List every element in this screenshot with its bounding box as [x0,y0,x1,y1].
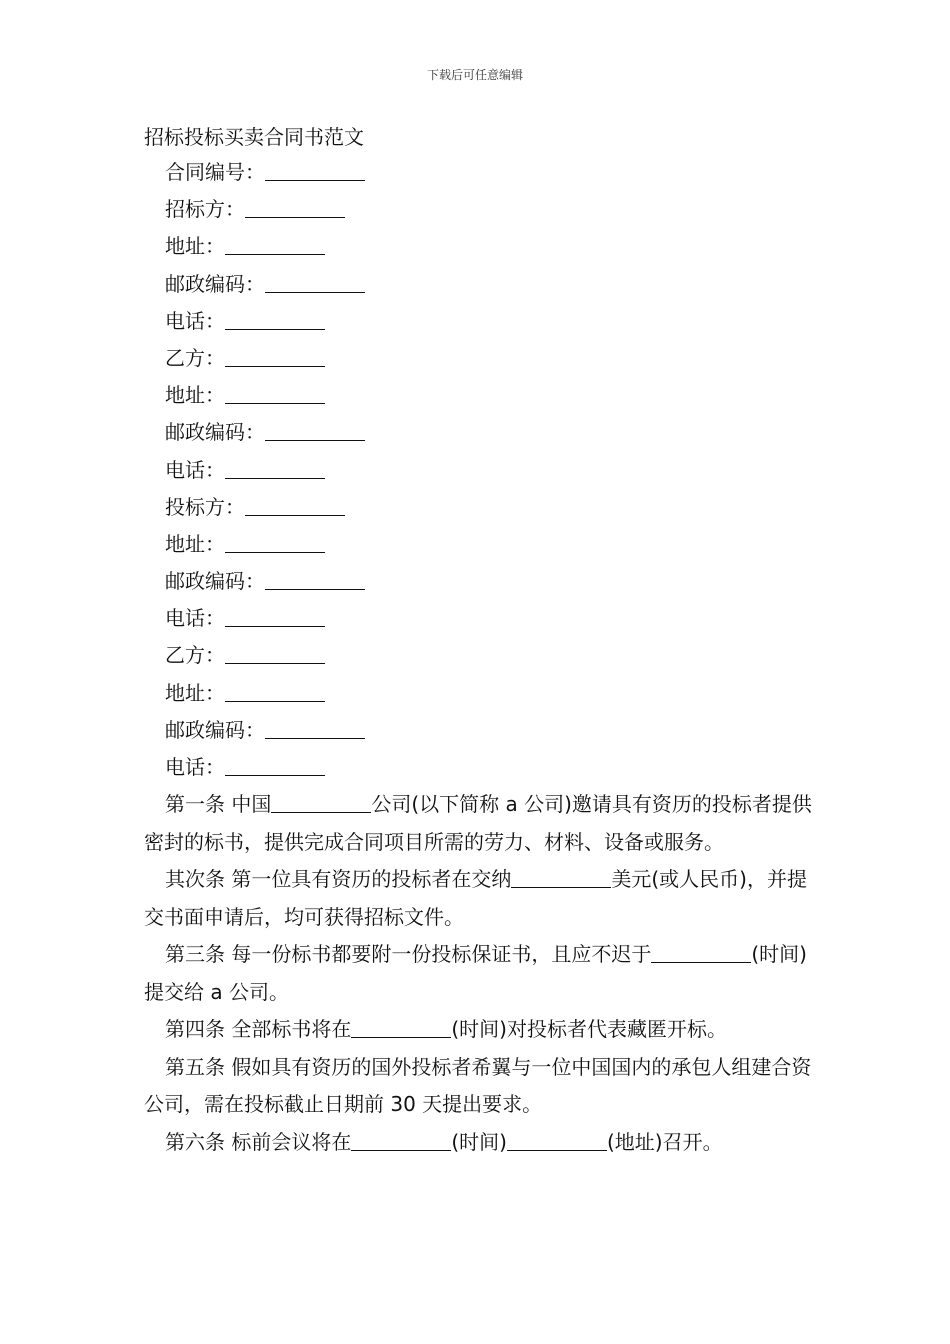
fill-in-blank[interactable] [225,641,325,664]
contract-article [144,1049,816,1124]
field-label: 乙方： [165,345,225,370]
article-text: 第五条 假如具有资历的国外投标者希翼与一位中国国内的承包人组建合资公司，需在投标截止日期前 30 天提出要求。 [144,1054,812,1116]
article-text: 其次条 第一位具有资历的投标者在交纳 [165,867,512,891]
contract-field-list [165,156,365,788]
fill-in-blank[interactable] [225,307,325,330]
field-label: 电话： [165,308,225,333]
article-text: 第一条 中国 [165,792,272,816]
article-text: 第三条 每一份标书都要附一份投标保证书，且应不迟于 [165,942,652,966]
contract-field [165,491,365,528]
contract-field [165,416,365,453]
article-text: (时间)提交给 a 公司。 [144,942,807,1004]
article-text: 美元(或人民币)，并提交书面申请后，均可获得招标文件。 [144,867,807,929]
fill-in-blank[interactable] [351,1128,451,1151]
field-label: 邮政编码： [165,717,265,742]
fill-in-blank[interactable] [651,940,751,963]
contract-field [165,714,365,751]
contract-field [165,528,365,565]
contract-article [144,936,816,1011]
contract-field [165,156,365,193]
contract-articles [144,786,816,1161]
field-label: 电话： [165,457,225,482]
field-label: 乙方： [165,643,225,668]
fill-in-blank[interactable] [265,270,365,293]
contract-field [165,268,365,305]
article-text: (时间)对投标者代表藏匿开标。 [451,1017,727,1041]
contract-field [165,677,365,714]
contract-field [165,305,365,342]
field-label: 邮政编码： [165,271,265,296]
field-label: 地址： [165,531,225,556]
field-label: 电话： [165,606,225,631]
article-text: 公司(以下简称 a 公司)邀请具有资历的投标者提供密封的标书，提供完成合同项目所需的劳力、材料、设备或服务。 [144,792,812,854]
fill-in-blank[interactable] [271,790,371,813]
fill-in-blank[interactable] [225,381,325,404]
fill-in-blank[interactable] [225,344,325,367]
contract-field [165,751,365,788]
field-label: 地址： [165,680,225,705]
document-title: 招标投标买卖合同书范文 [144,125,364,149]
fill-in-blank[interactable] [225,232,325,255]
contract-field [165,342,365,379]
contract-field [165,379,365,416]
field-label: 邮政编码： [165,420,265,445]
field-label: 投标方： [165,494,245,519]
contract-article [144,861,816,936]
contract-field [165,193,365,230]
field-label: 合同编号： [165,160,265,184]
fill-in-blank[interactable] [511,865,611,888]
fill-in-blank[interactable] [225,604,325,627]
contract-article [144,1124,816,1162]
fill-in-blank[interactable] [265,716,365,739]
contract-field [165,230,365,267]
article-text: 第六条 标前会议将在 [165,1129,352,1154]
contract-article [144,1011,816,1049]
fill-in-blank[interactable] [265,567,365,590]
field-label: 电话： [165,755,225,779]
contract-field [165,454,365,491]
fill-in-blank[interactable] [225,456,325,479]
contract-field [165,565,365,602]
fill-in-blank[interactable] [265,418,365,441]
fill-in-blank[interactable] [265,158,365,181]
field-label: 地址： [165,234,225,259]
field-label: 地址： [165,383,225,408]
fill-in-blank[interactable] [225,679,325,702]
field-label: 邮政编码： [165,569,265,594]
article-text: (时间) [451,1129,507,1154]
fill-in-blank[interactable] [245,493,345,516]
article-text: (地址)召开。 [606,1129,723,1154]
header-note: 下载后可任意编辑 [426,68,523,82]
fill-in-blank[interactable] [225,530,325,553]
fill-in-blank[interactable] [225,753,325,776]
contract-field [165,602,365,639]
contract-field [165,639,365,676]
contract-article [144,786,816,861]
fill-in-blank[interactable] [507,1128,607,1151]
article-text: 第四条 全部标书将在 [165,1017,352,1041]
field-label: 招标方： [165,197,245,222]
fill-in-blank[interactable] [351,1015,451,1038]
fill-in-blank[interactable] [245,195,345,218]
